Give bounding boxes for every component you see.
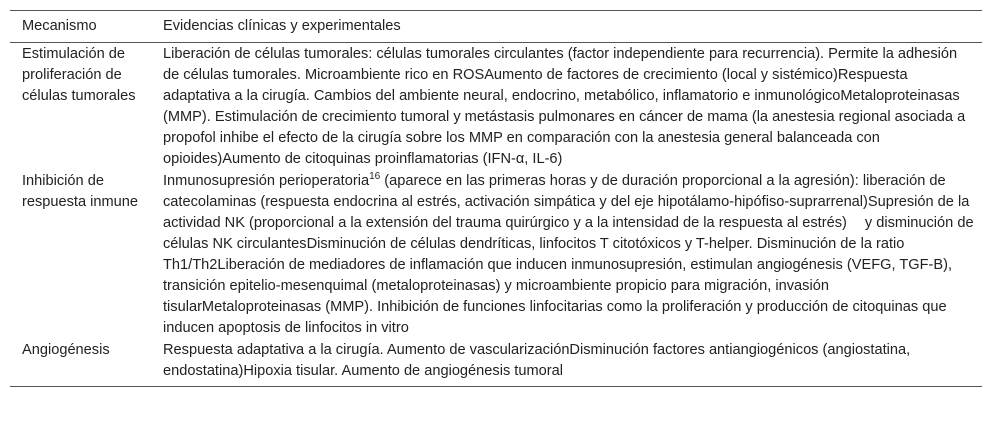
mechanisms-table — [10, 10, 982, 387]
header-mechanism: Mecanismo — [10, 11, 163, 43]
evidence-cell: Respuesta adaptativa a la cirugía. Aumento de vascularizaciónDisminución factores antiangiogénicos (angiostatina, endostatina)Hipoxia tisular. Aumento de angiogénesis tumoral — [163, 339, 982, 387]
table-header-row — [10, 11, 982, 43]
reference-superscript: 16 — [369, 171, 381, 183]
mechanism-cell: Angiogénesis — [10, 339, 163, 387]
evidence-text-part: y disminución de células NK circulantesDisminución de células dendríticas, linfocitos T citotóxicos y T-helper. Disminución de la ratio Th1/Th2Liberación de mediadores de inflamación que inducen inmunosupresión, estimulan angiogénesis (VEFG, TGF-B), transición epitelio-mesenquimal (metaloproteinasas) y microambiente propicio para migración, invasión tisularMetaloproteinasas (MMP). Inhibición de funciones linfocitarias como la proliferación y producción de citoquinas que inducen apoptosis de linfocitos in vitro — [163, 215, 974, 336]
header-evidence: Evidencias clínicas y experimentales — [163, 11, 982, 43]
mechanism-cell: Estimulación de proliferación de células tumorales — [22, 46, 136, 104]
evidence-cell: Liberación de células tumorales: células tumorales circulantes (factor independiente para recurrencia). Permite la adhesión de células tumorales. Microambiente rico en ROSAumento de factores de crecimiento (local y sistémico)Respuesta adaptativa a la cirugía. Cambios del ambiente neural, endocrino, metabólico, inflamatorio e inmunológicoMetaloproteinasas (MMP). Estimulación de crecimiento tumoral y metástasis pulmonares en cáncer de mama (la anestesia regional asociada a propofol inhibe el efecto de la cirugía sobre los MMP en comparación con la anestesia general balanceada con opioides)Aumento de citoquinas proinflamatorias (IFN-α, IL-6) — [163, 46, 966, 167]
evidence-text-part: (aparece en las primeras horas y de duración proporcional a la agresión): liberación de catecolaminas (respuesta endocrina al estrés, activación simpática y del eje hipotálamo-hipófiso-suprarrenal)Supresión de la actividad NK (proporcional a la extensión del trauma quirúrgico y a la intensidad de la respuesta al estrés) — [163, 173, 970, 231]
table-row — [10, 43, 982, 171]
table-row — [10, 339, 982, 387]
mechanism-cell: Inhibición de respuesta inmune — [22, 173, 139, 210]
evidence-text-part: Inmunosupresión perioperatoria — [163, 173, 370, 189]
evidence-cell — [163, 170, 982, 339]
table-row — [10, 170, 982, 339]
